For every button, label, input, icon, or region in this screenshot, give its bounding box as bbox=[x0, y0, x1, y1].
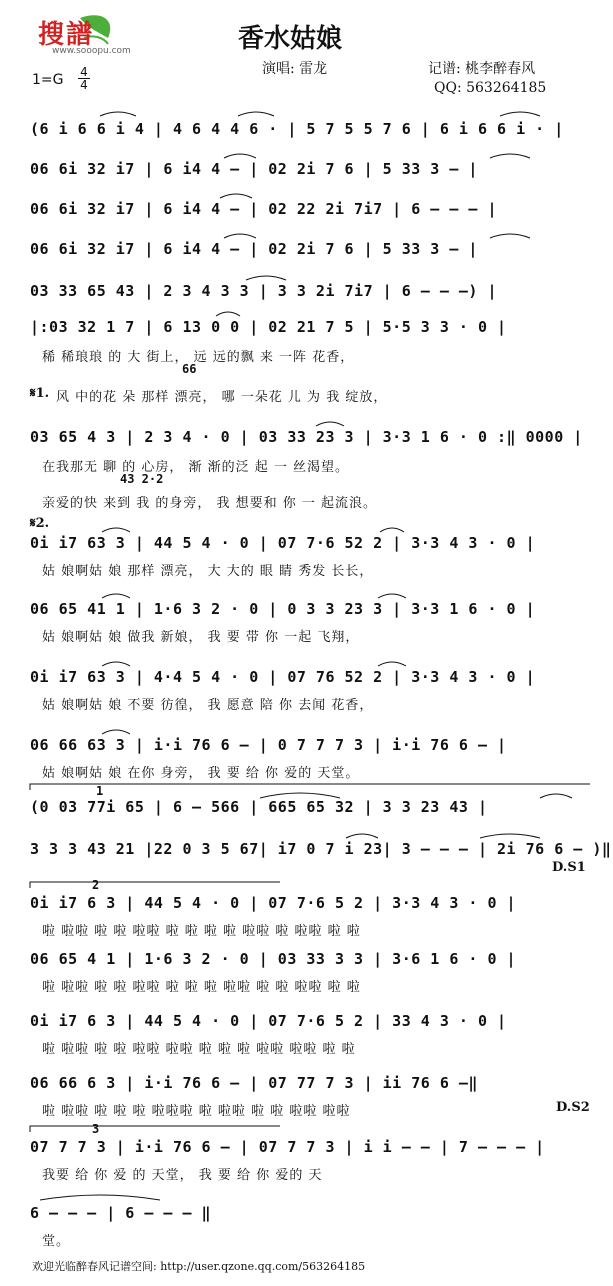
transcriber-credit: 记谱: 桃李醉春风 bbox=[428, 61, 536, 77]
lyric-line-6b: 风 中的花 朵 那样 漂亮， 哪 一朵花 儿 为 我 绽放， bbox=[56, 390, 388, 405]
notation-line-13: 3 3 3 43 21 |22 0 3 5 67| i7 0 7 i 23| 3 – – – | 2i 76 6 – )‖ bbox=[30, 840, 612, 858]
notation-line-1: (6 i 6 6 i 4 | 4 6 4 4 6 · | 5 7 5 5 7 6 | 6 i 6 6 i · | bbox=[30, 120, 564, 138]
slur-17 bbox=[378, 662, 406, 666]
notation-line-4: 06 6i 32 i7 | 6 i4 4 – | 02 2i 7 6 | 5 33 3 – | bbox=[30, 240, 478, 258]
footer-text: 欢迎光临醉春风记谱空间: http://user.qzone.qq.com/563264185 bbox=[32, 1260, 366, 1273]
lyric-line-15: 啦 啦啦 啦 啦 啦啦 啦 啦 啦 啦啦 啦 啦 啦啦 啦 啦 bbox=[42, 980, 361, 995]
lyric-line-11: 姑 娘啊姑 娘 在你 身旁， 我 要 给 你 爱的 天堂。 bbox=[42, 766, 360, 781]
lyric-line-19: 堂。 bbox=[42, 1234, 71, 1249]
lyric-line-7a: 在我那无 聊 的 心房， 渐 渐的泛 起 一 丝渴望。 bbox=[42, 460, 350, 475]
time-sig-top: 4 bbox=[78, 66, 90, 79]
notation-line-12: (0 03 77i 65 | 6 – 566 | 665 65 32 | 3 3 23 43 | bbox=[30, 798, 488, 816]
notation-line-6: |:03 32 1 7 | 6 13 0 0 | 02 21 7 5 | 5·5 3 3 · 0 | bbox=[30, 318, 507, 336]
time-sig-bottom: 4 bbox=[80, 78, 88, 92]
notation-line-8: 0i i7 63 3 | 44 5 4 · 0 | 07 7·6 52 2 | 3·3 4 3 · 0 | bbox=[30, 534, 536, 552]
slur-18 bbox=[102, 730, 130, 734]
lyric-line-16: 啦 啦啦 啦 啦 啦啦 啦啦 啦 啦 啦 啦啦 啦啦 啦 啦 bbox=[42, 1042, 356, 1057]
notation-line-17: 06 66 6 3 | i·i 76 6 – | 07 77 7 3 | ii 76 6 –‖ bbox=[30, 1074, 478, 1092]
logo-text: 搜譜 bbox=[38, 20, 95, 50]
slur-6 bbox=[220, 194, 252, 198]
annotation-7: 43 2·2 bbox=[120, 472, 164, 486]
volta-1-label: 1 bbox=[96, 784, 104, 798]
slur-22 bbox=[480, 834, 540, 838]
volta-2-bracket bbox=[30, 882, 280, 888]
notation-line-7: 03 65 4 3 | 2 3 4 · 0 | 03 33 23 3 | 3·3 1 6 · 0 :‖ 0000 | bbox=[30, 428, 583, 446]
ds1-mark: D.S1 bbox=[552, 860, 586, 875]
ds2-mark: D.S2 bbox=[556, 1100, 590, 1115]
slur-3 bbox=[500, 112, 540, 116]
slur-1 bbox=[100, 112, 136, 116]
lyric-line-8: 姑 娘啊姑 娘 那样 漂亮， 大 大的 眼 睛 秀发 长长， bbox=[42, 564, 374, 579]
lyric-line-9: 姑 娘啊姑 娘 做我 新娘， 我 要 带 你 一起 飞翔， bbox=[42, 630, 360, 645]
lyric-line-14: 啦 啦啦 啦 啦 啦啦 啦 啦 啦 啦 啦啦 啦 啦啦 啦 啦 bbox=[42, 924, 361, 939]
notation-line-9: 06 65 41 1 | 1·6 3 2 · 0 | 0 3 3 23 3 | 3·3 1 6 · 0 | bbox=[30, 600, 536, 618]
segno-sign-2: 𝄋2. bbox=[30, 516, 50, 531]
key-signature: 1=G bbox=[32, 72, 64, 88]
slur-14 bbox=[102, 594, 130, 598]
slur-12 bbox=[102, 528, 130, 532]
slur-19 bbox=[260, 793, 340, 798]
slur-5 bbox=[490, 154, 530, 158]
slur-8 bbox=[490, 234, 530, 238]
logo-url: www.sooopu.com bbox=[52, 46, 131, 56]
notation-line-10: 0i i7 63 3 | 4·4 5 4 · 0 | 07 76 52 2 | 3·3 4 3 · 0 | bbox=[30, 668, 536, 686]
lyric-line-10: 姑 娘啊姑 娘 不要 彷徨， 我 愿意 陪 你 去闻 花香， bbox=[42, 698, 374, 713]
volta-3-label: 3 bbox=[92, 1122, 100, 1136]
notation-line-3: 06 6i 32 i7 | 6 i4 4 – | 02 22 2i 7i7 | 6 – – – | bbox=[30, 200, 498, 218]
volta-3-bracket bbox=[30, 1126, 280, 1132]
notation-line-14: 0i i7 6 3 | 44 5 4 · 0 | 07 7·6 5 2 | 3·3 4 3 · 0 | bbox=[30, 894, 517, 912]
slur-10 bbox=[216, 312, 240, 316]
segno-sign-1: 𝄋1. bbox=[30, 386, 50, 401]
lyric-line-6a: 稀 稀琅琅 的 大 街上， 远 远的飘 来 一阵 花香， bbox=[42, 350, 355, 365]
volta-2-label: 2 bbox=[92, 878, 100, 892]
notation-line-15: 06 65 4 1 | 1·6 3 2 · 0 | 03 33 3 3 | 3·6 1 6 · 0 | bbox=[30, 950, 517, 968]
slur-21 bbox=[346, 834, 378, 838]
slur-4 bbox=[224, 154, 256, 158]
annotation-6: 66 bbox=[182, 362, 197, 376]
slur-15 bbox=[378, 594, 406, 598]
lyric-line-18: 我要 给 你 爱 的 天堂， 我 要 给 你 爱的 天 bbox=[42, 1168, 323, 1183]
lyric-line-17: 啦 啦啦 啦 啦 啦 啦啦啦 啦 啦啦 啦 啦 啦啦 啦啦 bbox=[42, 1104, 351, 1119]
slur-16 bbox=[102, 662, 130, 666]
lyric-line-7b: 亲爱的快 来到 我 的身旁， 我 想要和 你 一 起流浪。 bbox=[42, 496, 378, 511]
slur-2 bbox=[238, 112, 274, 116]
song-title: 香水姑娘 bbox=[238, 24, 343, 54]
notation-line-11: 06 66 63 3 | i·i 76 6 – | 0 7 7 7 3 | i·i 76 6 – | bbox=[30, 736, 507, 754]
slur-11 bbox=[316, 422, 344, 426]
notation-line-5: 03 33 65 43 | 2 3 4 3 3 | 3 3 2i 7i7 | 6 – – –) | bbox=[30, 282, 498, 300]
notation-line-2: 06 6i 32 i7 | 6 i4 4 – | 02 2i 7 6 | 5 33 3 – | bbox=[30, 160, 478, 178]
notation-line-18: 07 7 7 3 | i·i 76 6 – | 07 7 7 3 | i i – – | 7 – – – | bbox=[30, 1138, 545, 1156]
slur-7 bbox=[224, 234, 256, 238]
slur-20 bbox=[540, 794, 572, 798]
singer-credit: 演唱: 雷龙 bbox=[262, 61, 328, 77]
notation-line-16: 0i i7 6 3 | 44 5 4 · 0 | 07 7·6 5 2 | 33 4 3 · 0 | bbox=[30, 1012, 507, 1030]
qq-number: QQ: 563264185 bbox=[434, 80, 547, 96]
volta-1-bracket bbox=[30, 784, 590, 790]
slur-23 bbox=[40, 1195, 160, 1200]
notation-line-19: 6 – – – | 6 – – – ‖ bbox=[30, 1204, 212, 1222]
slur-9 bbox=[246, 276, 286, 280]
slur-13 bbox=[380, 528, 404, 532]
